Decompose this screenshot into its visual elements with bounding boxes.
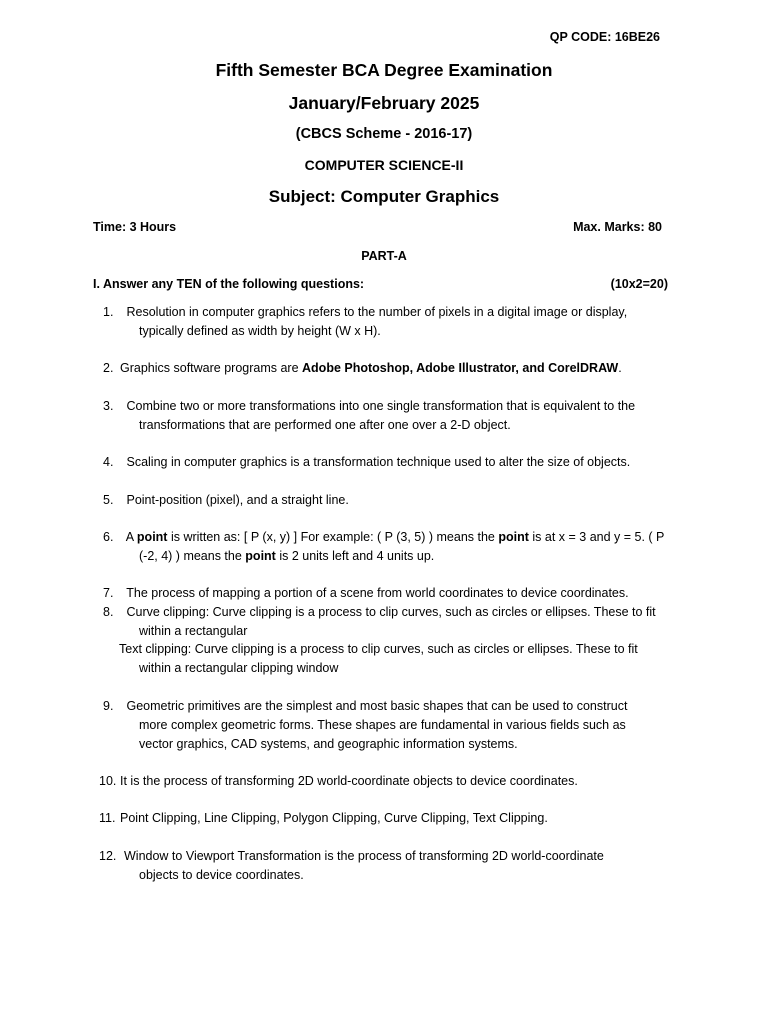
answer-text: Window to Viewport Transformation is the process of transforming 2D world-coordinate (124, 849, 604, 863)
answer-10 (99, 774, 578, 788)
section-marks: (10x2=20) (610, 277, 668, 291)
answer-7 (103, 586, 629, 600)
answer-text: Graphics software programs are (120, 361, 303, 375)
answer-number: 10. (99, 774, 117, 788)
max-marks: Max. Marks: 80 (573, 220, 662, 234)
answer-text: Combine two or more transformations into one single transformation that is equivalent to the (126, 399, 636, 413)
course-name: COMPUTER SCIENCE-II (304, 157, 464, 173)
answer-6 (103, 530, 664, 544)
answer-8-text-clipping-cont: within a rectangular clipping window (139, 661, 339, 675)
answer-text: Curve clipping: Curve clipping is a process to clip curves, such as circles or ellipses. These to fit (126, 605, 656, 619)
answer-number: 5. (103, 493, 114, 507)
answer-number: 2. (103, 361, 114, 375)
answer-6-cont (139, 549, 434, 563)
answer-number: 11. (99, 811, 116, 825)
answer-8 (103, 605, 656, 619)
answer-number: 9. (103, 699, 114, 713)
exam-title: Fifth Semester BCA Degree Examination (215, 60, 553, 80)
answer-bold-text: point (498, 530, 529, 544)
section-instruction: I. Answer any TEN of the following questions: (93, 277, 365, 291)
answer-12-cont: objects to device coordinates. (139, 868, 304, 882)
answer-bold-text: point (136, 530, 168, 544)
answer-number: 3. (103, 399, 114, 413)
answer-text: (-2, 4) ) means the (139, 549, 246, 563)
answer-number: 4. (103, 455, 114, 469)
answer-text: Point-position (pixel), and a straight line. (126, 493, 349, 507)
answer-2 (103, 361, 622, 375)
answer-8-text-clipping: Text clipping: Curve clipping is a process to clip curves, such as circles or ellipses. These to fit (119, 642, 638, 656)
answer-12 (99, 849, 604, 863)
answer-11 (99, 811, 548, 825)
answer-3 (103, 399, 635, 413)
qp-code: QP CODE: 16BE26 (549, 30, 660, 44)
answer-3-cont: transformations that are performed one after one over a 2-D object. (139, 418, 511, 432)
answer-bold-text: Adobe Photoshop, Adobe Illustrator, and CorelDRAW (302, 361, 619, 375)
answer-text: Scaling in computer graphics is a transformation technique used to alter the size of objects. (126, 455, 631, 469)
answer-number: 6. (103, 530, 114, 544)
answer-9 (103, 699, 627, 713)
answer-text: Resolution in computer graphics refers to the number of pixels in a digital image or display, (126, 305, 628, 319)
answer-9-cont-1: more complex geometric forms. These shapes are fundamental in various fields such as (139, 718, 626, 732)
answer-text: Geometric primitives are the simplest and most basic shapes that can be used to construct (126, 699, 628, 713)
answer-8-cont: within a rectangular (139, 624, 248, 638)
answer-text: The process of mapping a portion of a scene from world coordinates to device coordinates. (126, 586, 629, 600)
answer-number: 8. (103, 605, 114, 619)
part-title: PART-A (361, 249, 407, 263)
answer-9-cont-2: vector graphics, CAD systems, and geographic information systems. (139, 737, 518, 751)
answer-text: A (125, 530, 137, 544)
answer-text: . (618, 361, 622, 375)
answer-text: is written as: [ P (x, y) ] For example: ( P (3, 5) ) means the (167, 530, 499, 544)
answer-5 (103, 493, 349, 507)
answer-text: is 2 units left and 4 units up. (275, 549, 435, 563)
time-allowed: Time: 3 Hours (93, 220, 177, 234)
answer-1-cont: typically defined as width by height (W x H). (139, 324, 381, 338)
answer-bold-text: point (245, 549, 276, 563)
exam-date: January/February 2025 (288, 93, 480, 113)
answer-text: is at x = 3 and y = 5. ( P (528, 530, 665, 544)
answer-text: It is the process of transforming 2D world-coordinate objects to device coordinates. (120, 774, 578, 788)
answer-1 (103, 305, 627, 319)
answer-number: 1. (103, 305, 114, 319)
subject-title: Subject: Computer Graphics (268, 187, 500, 206)
scheme: (CBCS Scheme - 2016-17) (295, 126, 473, 142)
answer-4 (103, 455, 630, 469)
answer-number: 12. (99, 849, 117, 863)
answer-number: 7. (103, 586, 114, 600)
answer-text: Point Clipping, Line Clipping, Polygon Clipping, Curve Clipping, Text Clipping. (120, 811, 548, 825)
